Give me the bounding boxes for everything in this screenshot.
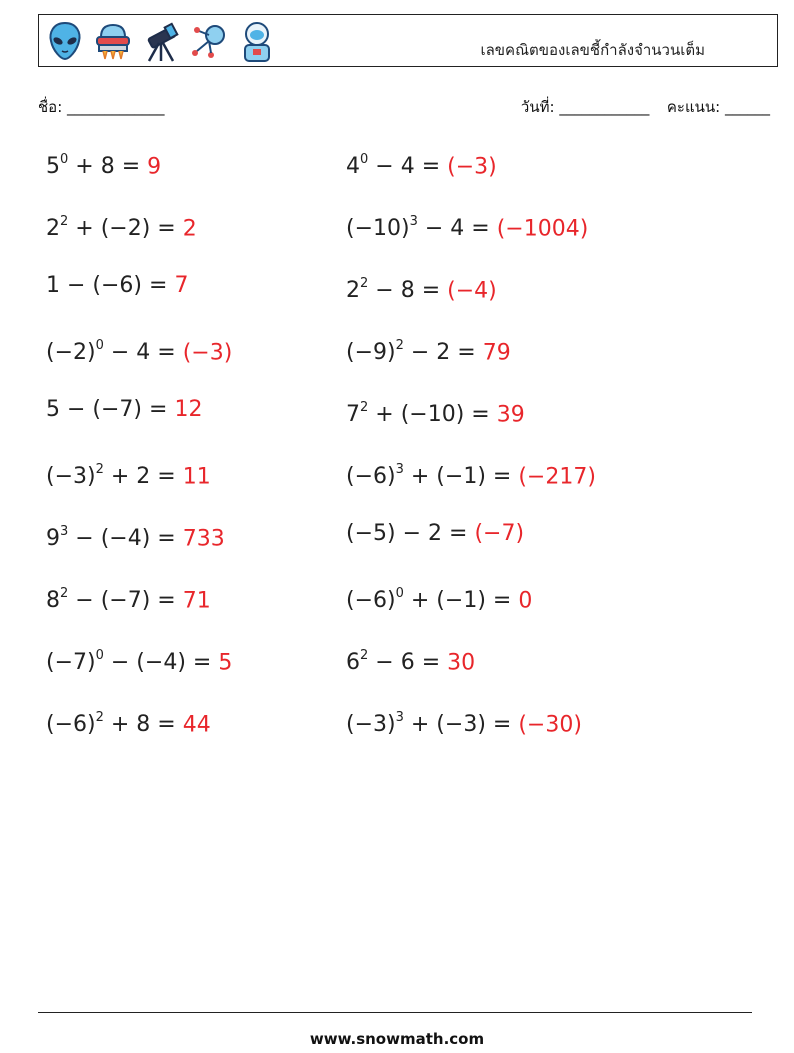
problem-expression: $(-6)^3 + (-1)$ = bbox=[346, 462, 512, 490]
problem-answer: 30 bbox=[440, 650, 476, 676]
problem-expression: $8^2 - (-7)$ = bbox=[46, 586, 176, 614]
problem-expression: $4^0 - 4$ = bbox=[346, 152, 441, 180]
problem-expression: $(-3)^2 + 2$ = bbox=[46, 462, 176, 490]
date-label: วันที่: bbox=[520, 98, 555, 116]
problem-answer: (−30) bbox=[511, 712, 582, 738]
problem-answer: 0 bbox=[511, 588, 533, 614]
problem-expression: $2^2 - 8$ = bbox=[346, 276, 441, 304]
problem-row bbox=[46, 707, 211, 738]
problem-answer: 9 bbox=[140, 154, 162, 180]
satellite-icon bbox=[189, 19, 229, 63]
problem-answer: 7 bbox=[167, 273, 189, 298]
problem-expression: (−5) − 2 = bbox=[346, 521, 468, 546]
date-blank: ____________ bbox=[559, 98, 650, 116]
problem-answer: (−1004) bbox=[489, 216, 589, 242]
problem-answer: 11 bbox=[175, 464, 211, 490]
name-label: ชื่อ: bbox=[38, 98, 63, 116]
name-field bbox=[38, 95, 165, 119]
header-icons bbox=[45, 19, 277, 63]
problem-row bbox=[346, 521, 524, 547]
problem-answer: 12 bbox=[167, 397, 203, 422]
problem-row bbox=[346, 645, 475, 676]
problem-row bbox=[46, 149, 161, 180]
problem-answer: (−7) bbox=[467, 521, 525, 546]
worksheet-header bbox=[38, 14, 778, 67]
problem-expression: $(-10)^3 - 4$ = bbox=[346, 214, 490, 242]
problem-row bbox=[346, 273, 497, 304]
problem-answer: 79 bbox=[475, 340, 511, 366]
problem-answer: 733 bbox=[175, 526, 225, 552]
problem-answer: (−3) bbox=[440, 154, 497, 180]
ufo-rocket-icon bbox=[93, 19, 133, 63]
footer-divider bbox=[38, 1012, 752, 1013]
problem-answer: 2 bbox=[175, 216, 197, 242]
worksheet-title: เลขคณิตของเลขชี้กำลังจำนวนเต็ม bbox=[480, 41, 705, 59]
problem-answer: (−217) bbox=[511, 464, 596, 490]
problem-row bbox=[346, 583, 532, 614]
name-blank: _____________ bbox=[67, 98, 165, 116]
problem-answer: (−4) bbox=[440, 278, 497, 304]
problem-row bbox=[46, 397, 202, 423]
problem-expression: $9^3 - (-4)$ = bbox=[46, 524, 176, 552]
date-score-fields bbox=[521, 95, 770, 119]
problem-answer: 71 bbox=[175, 588, 211, 614]
score-blank: ______ bbox=[725, 98, 770, 116]
problem-row bbox=[346, 397, 525, 428]
problem-expression: $(-9)^2 - 2$ = bbox=[346, 338, 476, 366]
problem-row bbox=[346, 149, 497, 180]
problem-answer: 39 bbox=[489, 402, 525, 428]
problem-row bbox=[46, 211, 197, 242]
problem-answer: (−3) bbox=[175, 340, 233, 366]
problem-row bbox=[346, 211, 588, 242]
problem-expression: $(-2)^0 - 4$ = bbox=[46, 338, 176, 366]
footer-url: www.snowmath.com bbox=[309, 1030, 485, 1048]
problem-expression: 1 − (−6) = bbox=[46, 273, 168, 298]
problem-row bbox=[46, 335, 232, 366]
problem-row bbox=[46, 521, 225, 552]
problem-row bbox=[46, 583, 211, 614]
problem-expression: $(-6)^0 + (-1)$ = bbox=[346, 586, 512, 614]
problem-expression: $5^0 + 8$ = bbox=[46, 152, 141, 180]
problem-expression: $6^2 - 6$ = bbox=[346, 648, 441, 676]
problem-expression: $(-7)^0 - (-4)$ = bbox=[46, 648, 212, 676]
problem-expression: $(-6)^2 + 8$ = bbox=[46, 710, 176, 738]
problem-expression: $2^2 + (-2)$ = bbox=[46, 214, 176, 242]
problem-expression: $(-3)^3 + (-3)$ = bbox=[346, 710, 512, 738]
problem-row bbox=[346, 335, 511, 366]
problem-expression: 5 − (−7) = bbox=[46, 397, 168, 422]
problem-row bbox=[346, 459, 596, 490]
astronaut-icon bbox=[237, 19, 277, 63]
problem-row bbox=[46, 273, 188, 299]
problem-row bbox=[46, 645, 232, 676]
problem-row bbox=[46, 459, 211, 490]
problem-answer: 5 bbox=[211, 650, 233, 676]
alien-icon bbox=[45, 19, 85, 63]
problem-row bbox=[346, 707, 582, 738]
problem-answer: 44 bbox=[175, 712, 211, 738]
telescope-icon bbox=[141, 19, 181, 63]
problem-expression: $7^2 + (-10)$ = bbox=[346, 400, 490, 428]
score-label: คะแนน: bbox=[666, 98, 721, 116]
